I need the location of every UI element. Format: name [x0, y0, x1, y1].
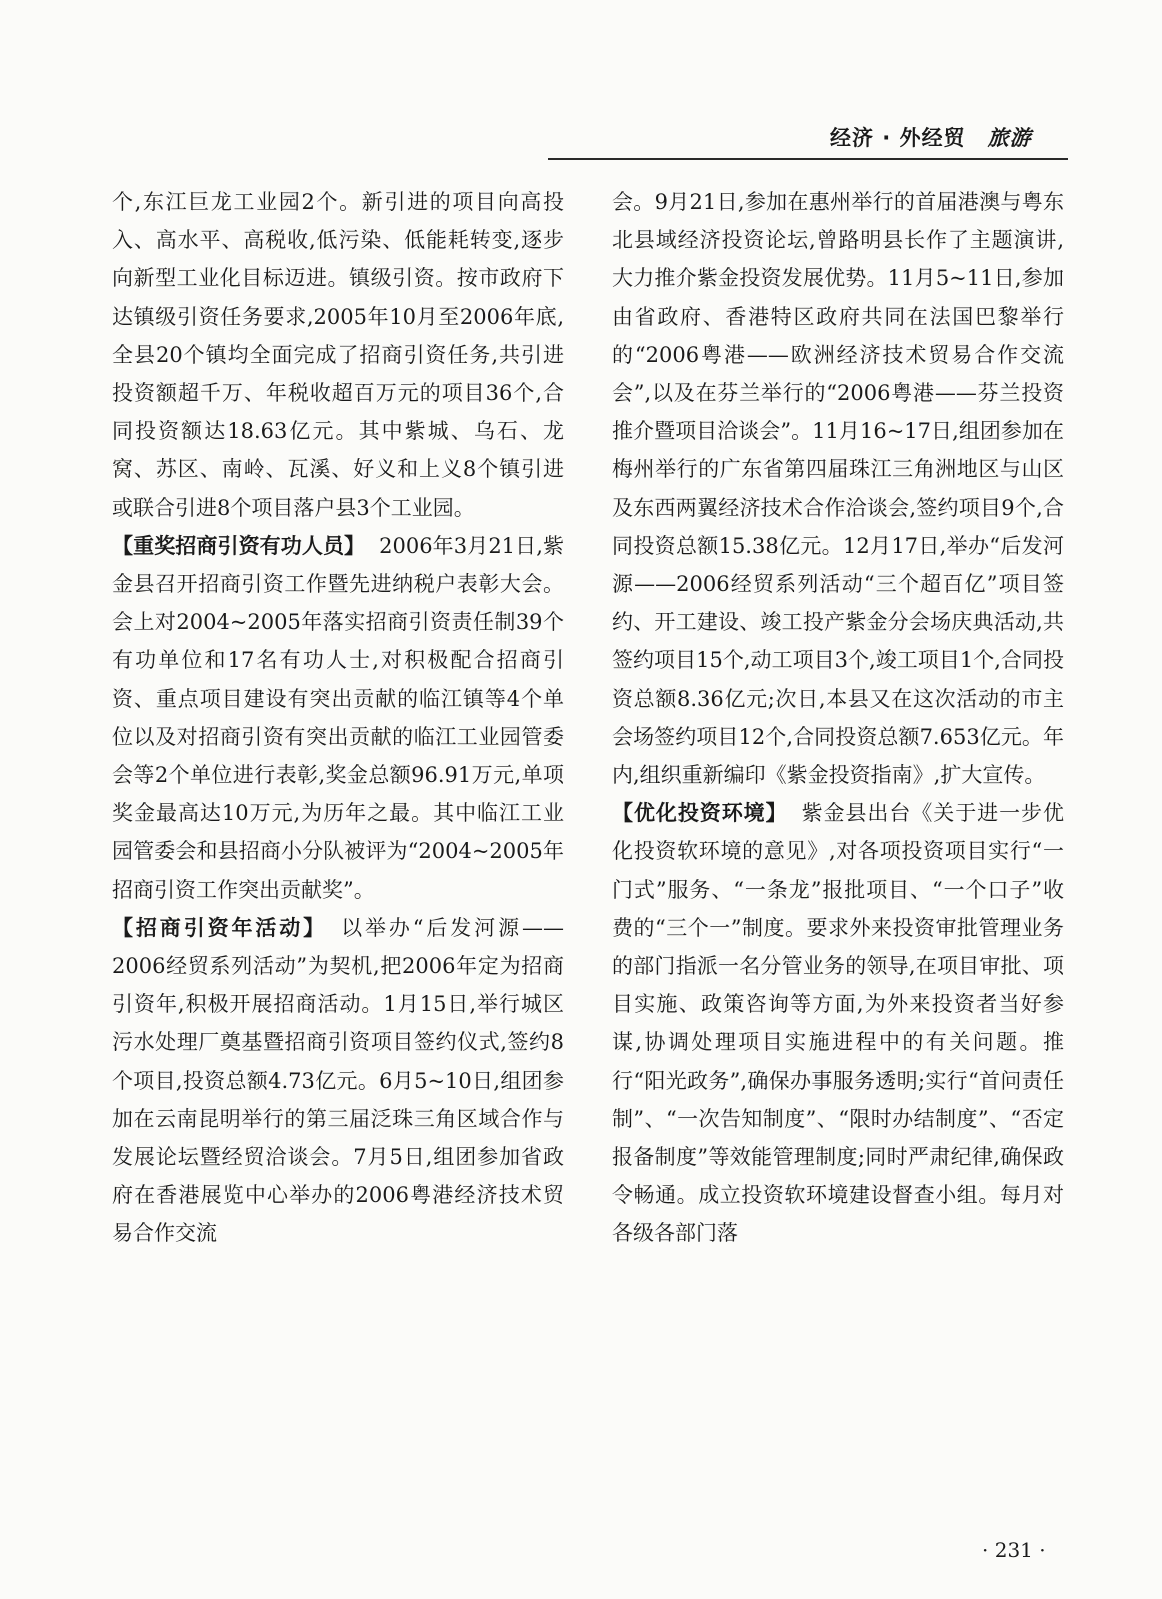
paragraph-text: 以举办“后发河源——2006经贸系列活动”为契机,把2006年定为招商引资年,积极开展招商活动。1月15日,举行城区污水处理厂奠基暨招商引资项目签约仪式,签约8个项目,投资总额4.73亿元。6月5~10日,组团参加在云南昆明举行的第三届泛珠三角区域合作与发展论坛暨经贸洽谈会。7月5日,组团参加省政府在香港展览中心举办的2006粤港经济技术贸易合作交流 [112, 915, 564, 1246]
paragraph [612, 794, 1064, 1252]
left-column [112, 183, 564, 1253]
paragraph [112, 183, 564, 527]
paragraph [612, 183, 1064, 794]
paragraph [112, 527, 564, 909]
header-rule [548, 158, 1068, 160]
right-column [612, 183, 1064, 1253]
section-heading: 【优化投资环境】 [612, 801, 788, 826]
paragraph-text: 2006年3月21日,紫金县召开招商引资工作暨先进纳税户表彰大会。会上对2004~2005年落实招商引资责任制39个有功单位和17名有功人士,对积极配合招商引资、重点项目建设有突出贡献的临江镇等4个单位以及对招商引资有突出贡献的临江工业园管委会等2个单位进行表彰,奖金总额96.91万元,单项奖金最高达10万元,为历年之最。其中临江工业园管委会和县招商小分队被评为“2004~2005年招商引资工作突出贡献奖”。 [112, 533, 565, 902]
running-header [830, 122, 1032, 152]
header-subsection: 旅游 [987, 126, 1032, 150]
paragraph-text: 会。9月21日,参加在惠州举行的首届港澳与粤东北县域经济投资论坛,曾路明县长作了主题演讲,大力推介紫金投资发展优势。11月5~11日,参加由省政府、香港特区政府共同在法国巴黎举行的“2006粤港——欧洲经济技术贸易合作交流会”,以及在芬兰举行的“2006粤港——芬兰投资推介暨项目洽谈会”。11月16~17日,组团参加在梅州举行的广东省第四届珠江三角洲地区与山区及东西两翼经济技术合作洽谈会,签约项目9个,合同投资总额15.38亿元。12月17日,举办“后发河源——2006经贸系列活动“三个超百亿”项目签约、开工建设、竣工投产紫金分会场庆典活动,共签约项目15个,动工项目3个,竣工项目1个,合同投资总额8.36亿元;次日,本县又在这次活动的市主会场签约项目12个,合同投资总额7.653亿元。年内,组织重新编印《紫金投资指南》,扩大宣传。 [612, 190, 1064, 788]
paragraph [112, 909, 564, 1253]
section-heading: 【招商引资年活动】 [112, 915, 328, 940]
header-section: 经济 · 外经贸 [830, 126, 966, 150]
section-heading: 【重奖招商引资有功人员】 [112, 533, 366, 558]
paragraph-text: 紫金县出台《关于进一步优化投资软环境的意见》,对各项投资项目实行“一门式”服务、“一条龙”报批项目、“一个口子”收费的“三个一”制度。要求外来投资审批管理业务的部门指派一名分管业务的领导,在项目审批、项目实施、政策咨询等方面,为外来投资者当好参谋,协调处理项目实施进程中的有关问题。推行“阳光政务”,确保办事服务透明;实行“首问责任制”、“一次告知制度”、“限时办结制度”、“否定报备制度”等效能管理制度;同时严肃纪律,确保政令畅通。成立投资软环境建设督查小组。每月对各级各部门落 [612, 801, 1064, 1246]
page-number: · 231 · [982, 1538, 1046, 1562]
paragraph-text: 个,东江巨龙工业园2个。新引进的项目向高投入、高水平、高税收,低污染、低能耗转变,逐步向新型工业化目标迈进。镇级引资。按市政府下达镇级引资任务要求,2005年10月至2006年底,全县20个镇均全面完成了招商引资任务,共引进投资额超千万、年税收超百万元的项目36个,合同投资额达18.63亿元。其中紫城、乌石、龙窝、苏区、南岭、瓦溪、好义和上义8个镇引进或联合引进8个项目落户县3个工业园。 [112, 190, 564, 520]
